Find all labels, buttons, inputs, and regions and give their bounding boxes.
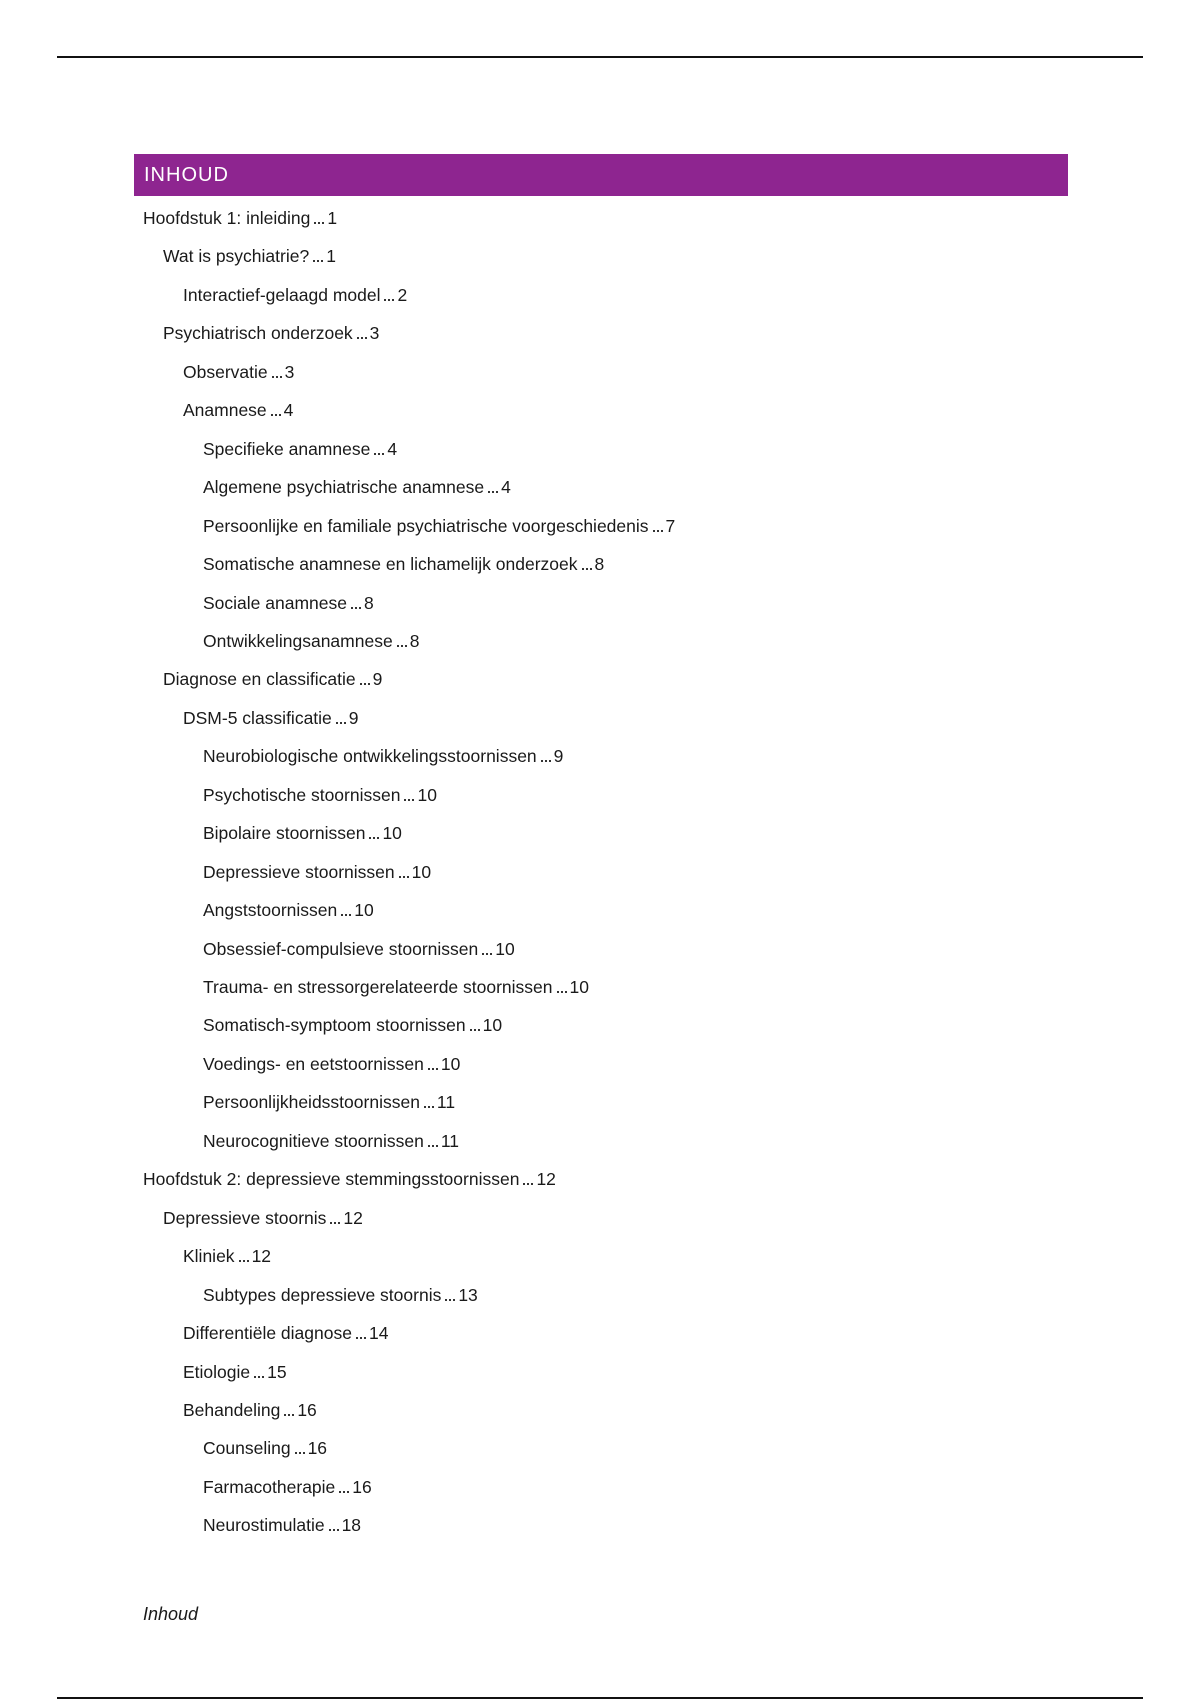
toc-entry-title: Depressieve stoornis	[163, 1208, 327, 1228]
toc-entry-title: Behandeling	[183, 1400, 281, 1420]
toc-entry-page-number: 1	[327, 208, 338, 228]
toc-dot-leader	[271, 414, 281, 416]
toc-entry-page-number: 8	[594, 554, 605, 574]
toc-entry-page-number: 2	[397, 285, 408, 305]
toc-entry-page-number: 4	[387, 439, 398, 459]
toc-entry-title: Psychotische stoornissen	[203, 785, 401, 805]
toc-dot-leader	[397, 645, 407, 647]
toc-entry-page-number: 10	[495, 939, 515, 959]
toc-dot-leader	[399, 876, 409, 878]
toc-entry-page-number: 16	[297, 1400, 317, 1420]
toc-entry-page-number: 16	[307, 1438, 328, 1458]
toc-dot-leader	[272, 376, 282, 378]
toc-entry-title: Neurobiologische ontwikkelingsstoornissen	[203, 746, 537, 766]
toc-dot-leader	[329, 1529, 339, 1531]
toc-entry-page-number: 10	[569, 977, 589, 997]
toc-dot-leader	[284, 1414, 294, 1416]
toc-entry-title: Obsessief-compulsieve stoornissen	[203, 939, 479, 959]
toc-entry-title: Observatie	[183, 362, 268, 382]
toc-entry-title: Hoofdstuk 2: depressieve stemmingsstoornissen	[143, 1169, 520, 1189]
toc-entry-title: Neurostimulatie	[203, 1515, 325, 1535]
toc-entry-page-number: 14	[368, 1323, 389, 1343]
toc-entry-page-number: 1	[326, 246, 336, 266]
toc-entry-page-number: 10	[417, 785, 437, 805]
toc-entry-page-number: 9	[348, 708, 359, 728]
toc-dot-leader	[653, 530, 663, 532]
toc-entry-title: Specifieke anamnese	[203, 439, 371, 459]
toc-dot-leader	[254, 1376, 264, 1378]
toc-dot-leader	[523, 1183, 533, 1185]
toc-entry-page-number: 12	[536, 1169, 556, 1189]
toc-entry-page-number: 13	[458, 1285, 478, 1305]
toc-entry-title: Hoofdstuk 1: inleiding	[143, 208, 311, 228]
toc-entry-page-number: 3	[284, 362, 295, 382]
toc-dot-leader	[339, 1491, 349, 1493]
toc-dot-leader	[341, 914, 351, 916]
toc-entry-title: DSM-5 classificatie	[183, 708, 332, 728]
toc-heading: INHOUD	[144, 163, 229, 186]
toc-entry-page-number: 8	[363, 593, 374, 613]
toc-entry-title: Anamnese	[183, 400, 267, 420]
toc-dot-leader	[557, 991, 567, 993]
toc-entry-page-number: 4	[501, 477, 511, 497]
toc-entry-title: Voedings- en eetstoornissen	[203, 1054, 424, 1074]
toc-entry-title: Somatisch-symptoom stoornissen	[203, 1015, 466, 1035]
toc-dot-leader	[488, 491, 498, 493]
toc-entry-title: Sociale anamnese	[203, 593, 347, 613]
toc-entry-title: Kliniek	[183, 1246, 235, 1266]
toc-entry-title: Wat is psychiatrie?	[163, 246, 310, 266]
toc-dot-leader	[369, 837, 379, 839]
toc-entry-page-number: 11	[440, 1131, 459, 1151]
toc-entry-page-number: 12	[343, 1208, 363, 1228]
toc-dot-leader	[356, 1337, 366, 1339]
page-footer: Inhoud	[143, 1604, 199, 1624]
toc-entry-page-number: 7	[665, 516, 676, 536]
toc-entry-title: Somatische anamnese en lichamelijk onderzoek	[203, 554, 578, 574]
toc-entry-title: Depressieve stoornissen	[203, 862, 395, 882]
toc-entry-page-number: 3	[369, 323, 380, 343]
toc-entry-page-number: 10	[440, 1054, 461, 1074]
toc-dot-leader	[314, 222, 324, 224]
toc-dot-leader	[313, 260, 323, 262]
toc-entry-page-number: 11	[436, 1092, 456, 1112]
toc-entry-page-number: 18	[341, 1515, 362, 1535]
bottom-rule	[57, 1697, 1143, 1699]
toc-entry-page-number: 10	[382, 823, 402, 843]
toc-entry-title: Subtypes depressieve stoornis	[203, 1285, 442, 1305]
toc-dot-leader	[351, 607, 361, 609]
toc-entry-page-number: 12	[251, 1246, 272, 1266]
toc-entry-title: Psychiatrisch onderzoek	[163, 323, 353, 343]
toc-entry-title: Algemene psychiatrische anamnese	[203, 477, 485, 497]
toc-dot-leader	[404, 799, 414, 801]
toc-dot-leader	[424, 1106, 434, 1108]
toc-entry-page-number: 8	[409, 631, 420, 651]
toc-dot-leader	[239, 1260, 249, 1262]
toc-entry-title: Persoonlijke en familiale psychiatrische voorgeschiedenis	[203, 516, 649, 536]
toc-dot-leader	[428, 1145, 438, 1147]
toc-entry-title: Counseling	[203, 1438, 291, 1458]
toc-dot-leader	[360, 683, 370, 685]
toc-entry-page-number: 16	[352, 1477, 372, 1497]
toc-dot-leader	[330, 1222, 340, 1224]
toc-entry-page-number: 9	[372, 669, 383, 689]
toc-dot-leader	[295, 1452, 305, 1454]
toc-entry-page-number: 10	[482, 1015, 503, 1035]
toc-entry-title: Persoonlijkheidsstoornissen	[203, 1092, 420, 1112]
toc-entry-page-number: 10	[354, 900, 374, 920]
toc-dot-leader	[374, 453, 384, 455]
toc-dot-leader	[384, 299, 394, 301]
toc-entry-page-number: 15	[267, 1362, 287, 1382]
toc-header-bar	[134, 154, 1068, 196]
toc-dot-leader	[336, 722, 346, 724]
toc-entry-title: Bipolaire stoornissen	[203, 823, 366, 843]
toc-entry-title: Trauma- en stressorgerelateerde stoornissen	[203, 977, 553, 997]
toc-dot-leader	[470, 1029, 480, 1031]
toc-dot-leader	[428, 1068, 438, 1070]
toc-entry-page-number: 4	[283, 400, 294, 420]
toc-entry-title: Interactief-gelaagd model	[183, 285, 381, 305]
toc-dot-leader	[357, 337, 367, 339]
toc-dot-leader	[541, 760, 551, 762]
toc-entry-title: Ontwikkelingsanamnese	[203, 631, 393, 651]
toc-dot-leader	[445, 1299, 455, 1301]
toc-dot-leader	[482, 953, 492, 955]
toc-entry-title: Etiologie	[183, 1362, 251, 1382]
toc-entry-title: Neurocognitieve stoornissen	[203, 1131, 424, 1151]
toc-entry-title: Differentiële diagnose	[183, 1323, 352, 1343]
toc-dot-leader	[582, 568, 592, 570]
toc-entry-page-number: 9	[553, 746, 564, 766]
toc-entry-title: Diagnose en classificatie	[163, 669, 356, 689]
toc-entry-page-number: 10	[411, 862, 432, 882]
top-rule	[57, 56, 1143, 58]
toc-entry-title: Angststoornissen	[203, 900, 338, 920]
toc-entry-title: Farmacotherapie	[203, 1477, 336, 1497]
